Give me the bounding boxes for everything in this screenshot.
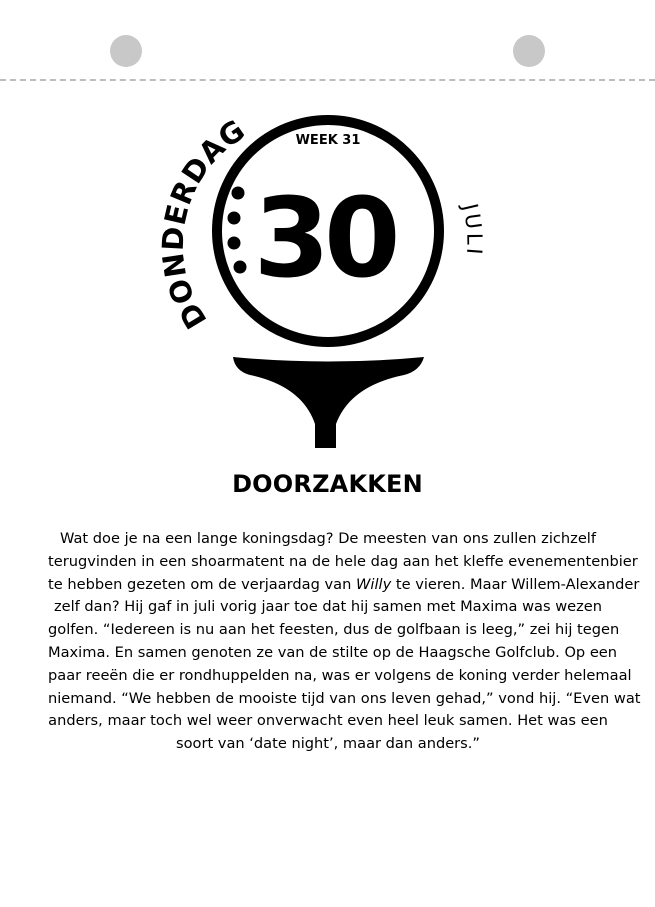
dimple-dot	[234, 261, 247, 274]
dimple-dot	[228, 212, 241, 225]
article-text: zelf dan? Hij gaf in juli vorig jaar toe dat hij samen met Maxima was wezen	[53, 598, 603, 616]
article-text: anders, maar toch wel weer onverwacht even heel leuk samen. Het was een	[48, 712, 608, 730]
article-text: Maxima. En samen genoten ze van de stilte op de Haagsche Golfclub. Op een	[48, 643, 618, 661]
article-text: soort van ‘date night’, maar dan anders.”	[175, 735, 480, 753]
article-line	[48, 642, 618, 665]
article-line	[48, 528, 608, 551]
article-line	[48, 596, 608, 619]
article-line	[48, 710, 608, 733]
article-text: te hebben gezeten om de verjaardag van	[48, 575, 356, 593]
article-line	[48, 551, 638, 574]
dimple-dot	[232, 187, 245, 200]
dimple-dot	[228, 237, 241, 250]
day-number: 30	[253, 174, 395, 302]
week-label: WEEK 31	[295, 133, 361, 148]
article-body	[48, 528, 641, 756]
golf-tee	[233, 357, 424, 448]
article-text: te vieren. Maar Willem-Alexander	[391, 575, 640, 593]
article-text: terugvinden in een shoarmatent na de hele dag aan het kleffe evenementenbier	[48, 552, 638, 570]
article-text: Wat doe je na een lange koningsdag? De meesten van ons zullen zichzelf	[59, 530, 597, 547]
article-title: DOORZAKKEN	[232, 470, 423, 498]
article-line	[48, 619, 620, 642]
article-line	[48, 688, 641, 711]
month-label	[457, 199, 486, 258]
article-line	[48, 665, 632, 688]
article-line	[48, 733, 608, 756]
month-label-path: JULI	[457, 201, 487, 259]
weekday-label-path: DONDERDAG	[155, 112, 252, 335]
article-text: niemand. “We hebben de mooiste tijd van ons leven gehad,” vond hij. “Even wat	[48, 689, 641, 707]
article-text: golfen. “Iedereen is nu aan het feesten, dus de golfbaan is leeg,” zei hij tegen	[48, 621, 620, 639]
emphasized-name: Willy	[355, 575, 392, 593]
article-text: paar reeën die er rondhuppelden na, was er volgens de koning verder helemaal	[48, 666, 632, 684]
article-line	[48, 574, 640, 597]
